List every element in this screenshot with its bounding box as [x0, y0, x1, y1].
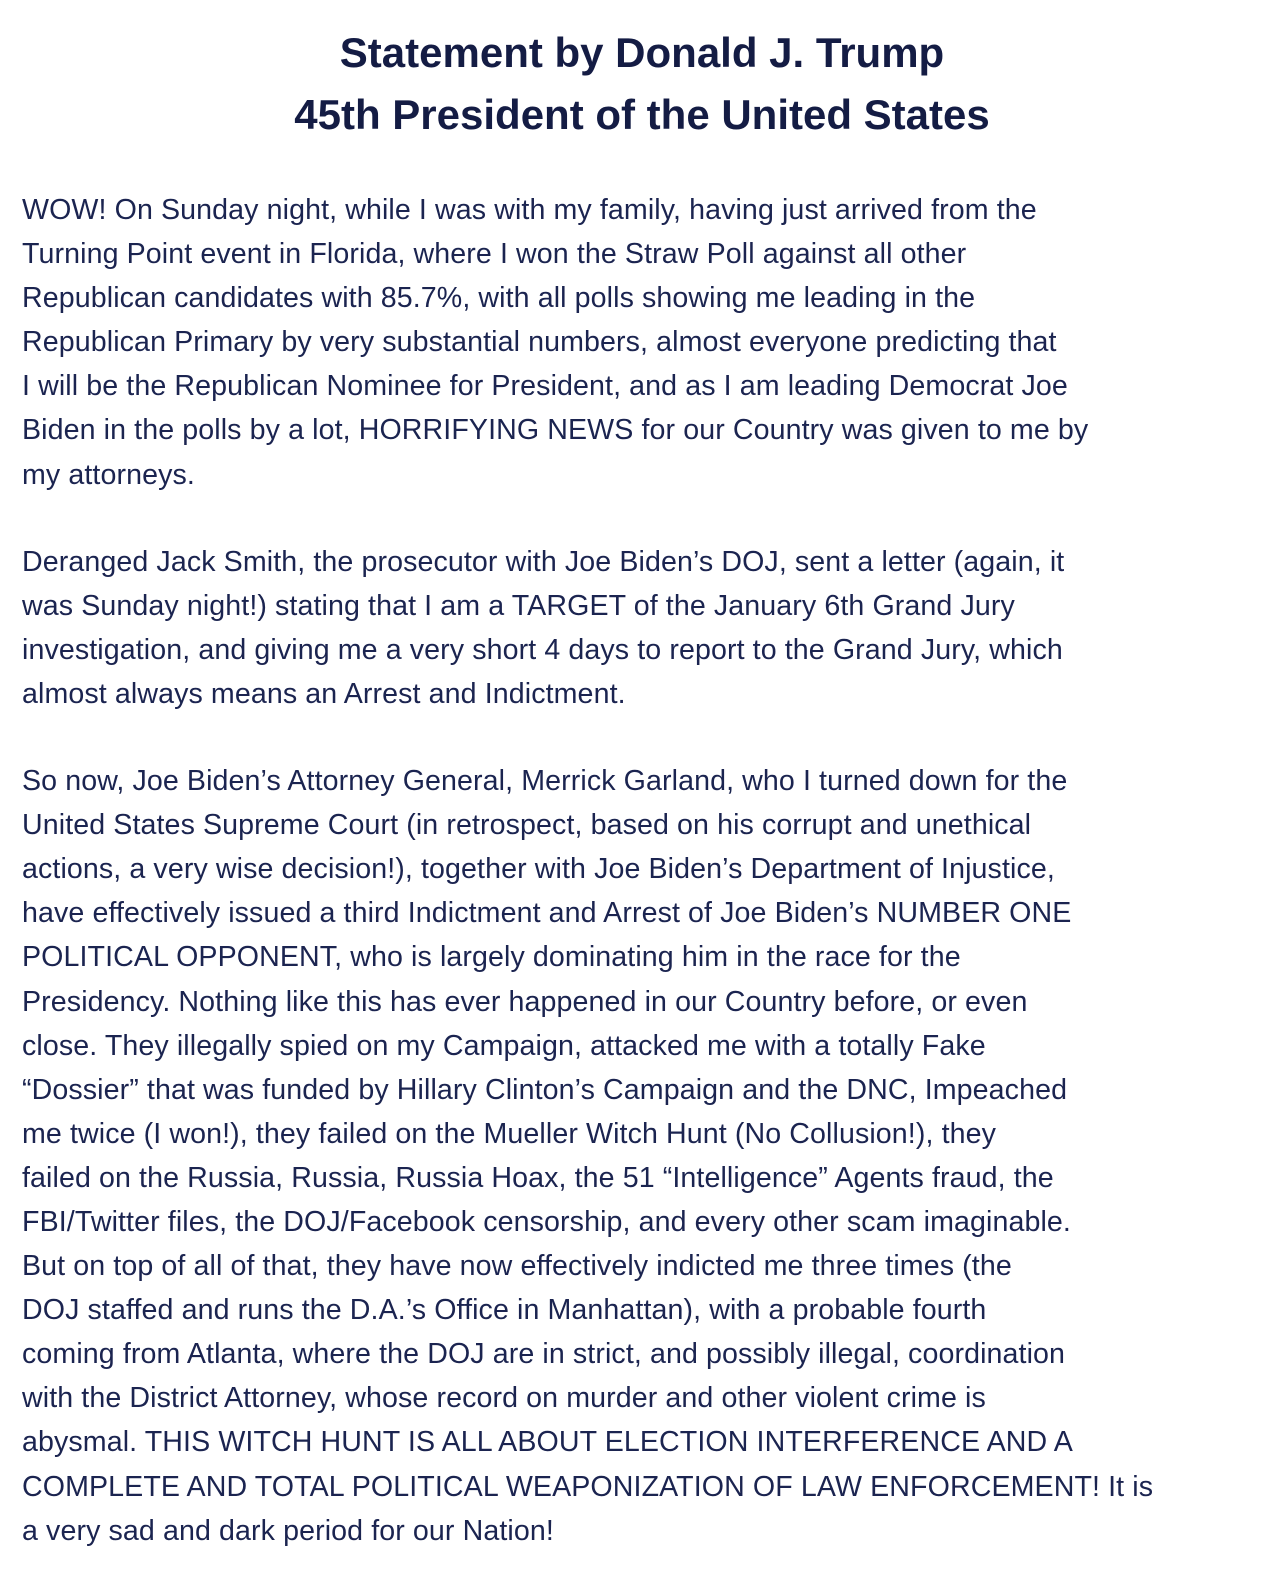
statement-body [22, 188, 1234, 1553]
paragraph-3 [22, 759, 1234, 1553]
text-line: almost always means an Arrest and Indictment. [22, 677, 626, 710]
title-line-2: 45th President of the United States [294, 91, 990, 138]
text-line: actions, a very wise decision!), together with Joe Biden’s Department of Injustice, [22, 853, 1055, 886]
text-line: a very sad and dark period for our Nation! [22, 1514, 554, 1547]
paragraph-1 [22, 188, 1234, 497]
text-line: was Sunday night!) stating that I am a TARGET of the January 6th Grand Jury [22, 589, 1015, 622]
text-line: Deranged Jack Smith, the prosecutor with Joe Biden’s DOJ, sent a letter (again, it [22, 545, 1065, 578]
text-line: So now, Joe Biden’s Attorney General, Merrick Garland, who I turned down for the [22, 765, 1068, 798]
text-line: me twice (I won!), they failed on the Mueller Witch Hunt (No Collusion!), they [22, 1117, 997, 1150]
text-line: my attorneys. [22, 458, 195, 491]
text-line: Presidency. Nothing like this has ever happened in our Country before, or even [22, 985, 1028, 1018]
paragraph-2 [22, 540, 1234, 716]
text-line: DOJ staffed and runs the D.A.’s Office in Manhattan), with a probable fourth [22, 1294, 987, 1327]
text-line: United States Supreme Court (in retrospect, based on his corrupt and unethical [22, 809, 1032, 842]
text-line: have effectively issued a third Indictment and Arrest of Joe Biden’s NUMBER ONE [22, 897, 1072, 930]
text-line: Republican candidates with 85.7%, with all polls showing me leading in the [22, 282, 976, 315]
text-line: coming from Atlanta, where the DOJ are in strict, and possibly illegal, coordination [22, 1338, 1066, 1371]
text-line: investigation, and giving me a very short 4 days to report to the Grand Jury, which [22, 633, 1063, 666]
title-line-1: Statement by Donald J. Trump [339, 29, 945, 76]
text-line: I will be the Republican Nominee for President, and as I am leading Democrat Joe [22, 370, 1068, 403]
text-line: Turning Point event in Florida, where I won the Straw Poll against all other [22, 238, 967, 271]
text-line: with the District Attorney, whose record on murder and other violent crime is [22, 1382, 986, 1415]
text-line: Biden in the polls by a lot, HORRIFYING NEWS for our Country was given to me by [22, 414, 1089, 447]
text-line: Republican Primary by very substantial numbers, almost everyone predicting that [22, 326, 1057, 359]
document-title [22, 22, 1234, 146]
text-line: But on top of all of that, they have now effectively indicted me three times (the [22, 1250, 1012, 1283]
text-line: COMPLETE AND TOTAL POLITICAL WEAPONIZATION OF LAW ENFORCEMENT! It is [22, 1470, 1154, 1503]
text-line: close. They illegally spied on my Campaign, attacked me with a totally Fake [22, 1029, 986, 1062]
text-line: POLITICAL OPPONENT, who is largely dominating him in the race for the [22, 941, 961, 974]
text-line: failed on the Russia, Russia, Russia Hoax, the 51 “Intelligence” Agents fraud, the [22, 1161, 1054, 1194]
text-line: abysmal. THIS WITCH HUNT IS ALL ABOUT ELECTION INTERFERENCE AND A [22, 1426, 1073, 1459]
text-line: “Dossier” that was funded by Hillary Clinton’s Campaign and the DNC, Impeached [22, 1073, 1068, 1106]
text-line: FBI/Twitter files, the DOJ/Facebook censorship, and every other scam imaginable. [22, 1205, 1071, 1238]
text-line: WOW! On Sunday night, while I was with my family, having just arrived from the [22, 194, 1037, 226]
